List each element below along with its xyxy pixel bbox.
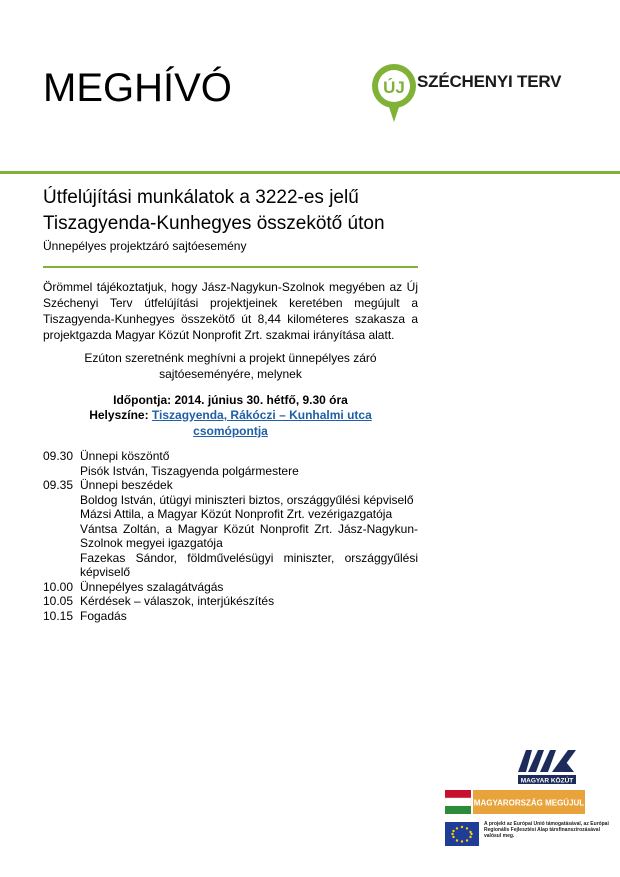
eu-funding-note: A projekt az Európai Unió támogatásával, az Európai Regionális Fejlesztési Alap társfinanszírozásával valósul meg. xyxy=(484,821,609,839)
program-title: Fogadás xyxy=(80,608,127,623)
program-list xyxy=(43,449,418,623)
program-title: Ünnepi beszédek xyxy=(80,478,173,492)
program-title: Kérdések – válaszok, interjúkészítés xyxy=(80,594,275,608)
logo-letter: ÚJ xyxy=(383,78,405,97)
event-date-label: Időpontja: xyxy=(113,393,172,407)
banner-text: MAGYARORSZÁG MEGÚJUL xyxy=(473,798,585,808)
program-item xyxy=(43,594,418,609)
invitation-line-1: Ezúton szeretnénk meghívni a projekt ünnepélyes záró xyxy=(84,351,377,365)
program-detail: Vántsa Zoltán, a Magyar Közút Nonprofit Zrt. Jász-Nagykun-Szolnok megyei igazgatója xyxy=(80,521,418,550)
program-title: Ünnepélyes szalagátvágás xyxy=(80,579,224,594)
page-title: MEGHÍVÓ xyxy=(43,66,232,110)
invitation-line-2: sajtóeseményére, melynek xyxy=(159,367,302,381)
event-date-value: 2014. június 30. hétfő, 9.30 óra xyxy=(174,393,348,407)
event-place-link-continued[interactable]: csomópontja xyxy=(193,424,268,438)
program-item xyxy=(43,580,418,595)
event-place xyxy=(43,407,418,439)
program-detail: Pisók István, Tiszagyenda polgármestere xyxy=(80,463,299,478)
event-place-label: Helyszíne: xyxy=(89,408,149,422)
program-time: 10.15 xyxy=(43,608,74,623)
intro-paragraph: Örömmel tájékoztatjuk, hogy Jász-Nagykun-Szolnok megyében az Új Széchenyi Terv útfelújítási projektjeinek keretében megújult a Tiszagyenda-Kunhegyes összekötő út 8,44 kilométeres szakasza a projektgazda Magyar Közút Nonprofit Zrt. szakmai irányítása alatt. xyxy=(43,280,418,342)
szechenyi-terv-logo xyxy=(368,60,578,128)
heading-subtitle: Ünnepélyes projektzáró sajtóesemény xyxy=(43,239,247,253)
program-detail: Mázsi Attila, a Magyar Közút Nonprofit Zrt. vezérigazgatója xyxy=(80,507,393,521)
program-item xyxy=(43,609,418,624)
section-divider xyxy=(43,266,418,268)
program-time: 10.00 xyxy=(43,579,74,594)
heading-line-2: Tiszagyenda-Kunhegyes összekötő úton xyxy=(43,213,385,234)
magyar-kozut-logo xyxy=(516,746,578,786)
program-detail: Fazekas Sándor, földművelésügyi miniszter, országgyűlési képviselő xyxy=(80,550,418,579)
top-divider xyxy=(0,171,620,174)
logo-text: SZÉCHENYI TERV xyxy=(417,72,562,91)
program-detail: Boldog István, útügyi miniszteri biztos, országgyűlési képviselő xyxy=(80,492,414,507)
program-title: Ünnepi köszöntő xyxy=(80,449,170,463)
magyarorszag-megujul-banner xyxy=(445,790,585,814)
heading-line-1: Útfelújítási munkálatok a 3222-es jelű xyxy=(43,187,359,208)
program-item xyxy=(43,478,418,493)
program-time: 09.35 xyxy=(43,478,74,492)
event-place-link[interactable]: Tiszagyenda, Rákóczi – Kunhalmi utca xyxy=(151,408,372,422)
program-item xyxy=(43,449,418,464)
invitation-text xyxy=(43,350,418,382)
program-time: 10.05 xyxy=(43,594,74,608)
program-time: 09.30 xyxy=(43,449,74,463)
mk-logo-text: MAGYAR KÖZÚT xyxy=(520,777,574,785)
event-date xyxy=(43,392,418,408)
